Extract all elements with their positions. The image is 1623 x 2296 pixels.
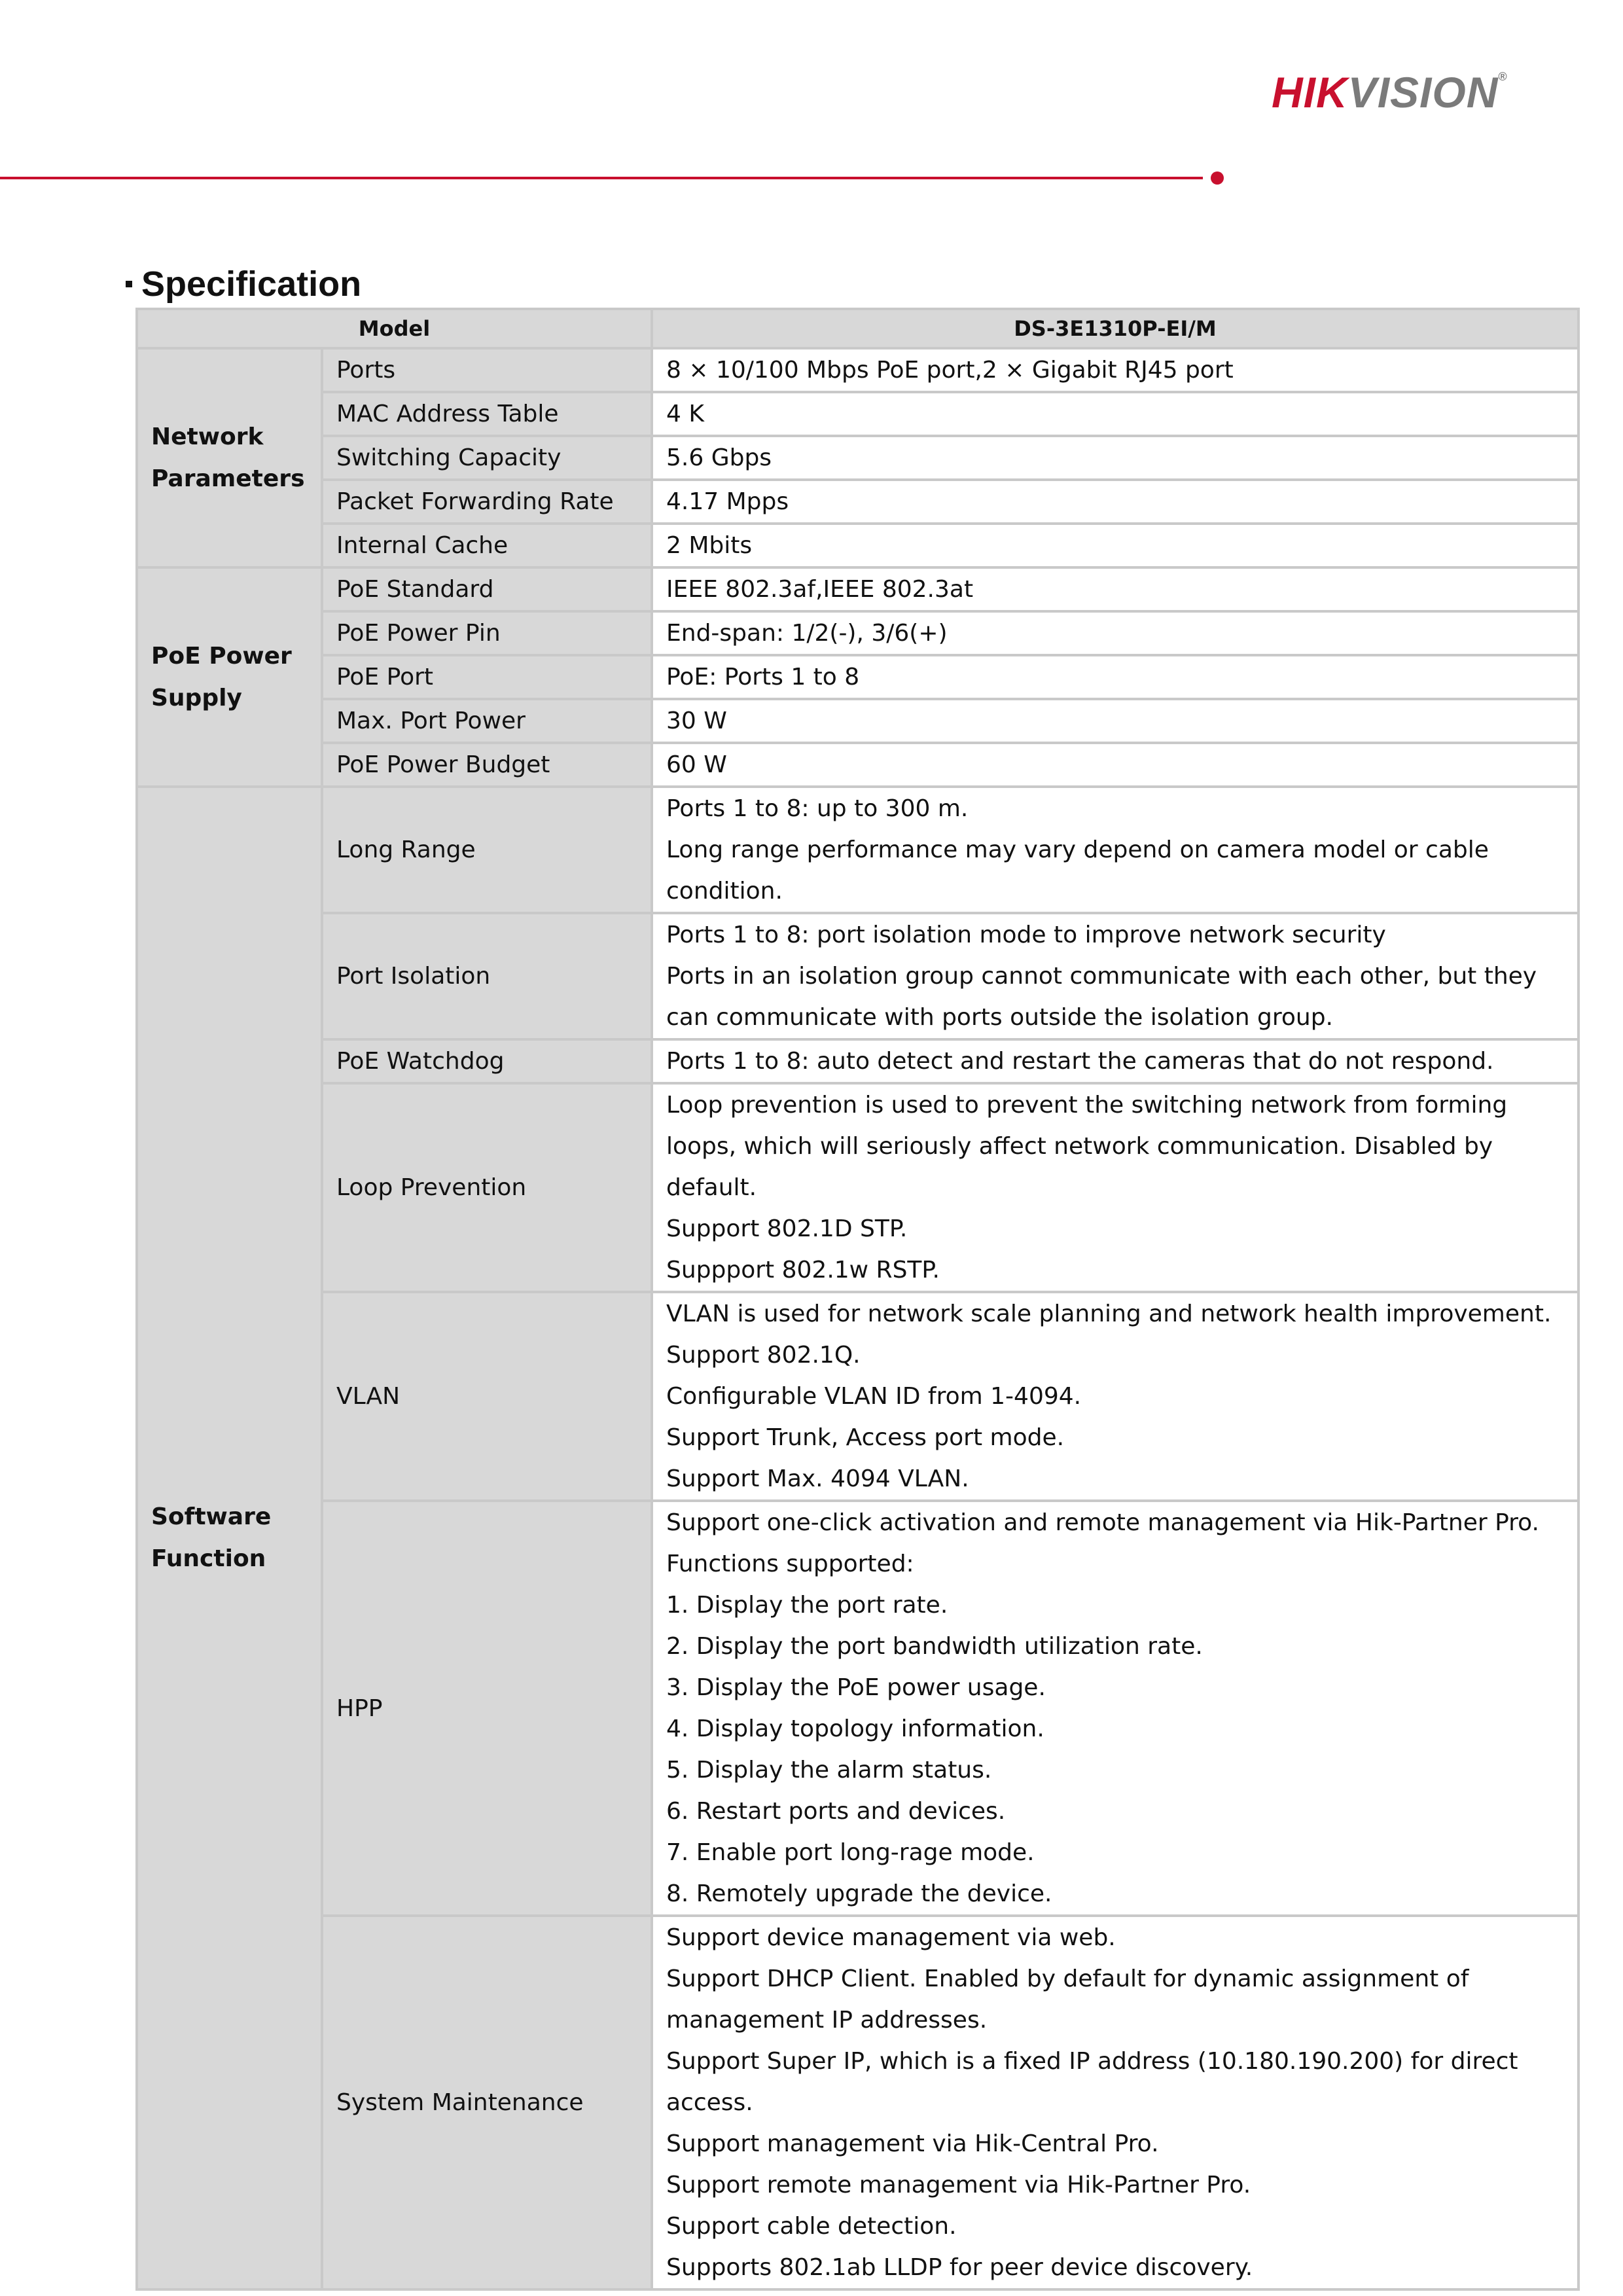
hikvision-logo xyxy=(1272,68,1508,117)
value-line: Support one-click activation and remote management via Hik-Partner Pro. xyxy=(666,1509,1540,1536)
value-line: 3. Display the PoE power usage. xyxy=(666,1674,1046,1701)
param-label: PoE Power Pin xyxy=(322,611,652,655)
param-label: HPP xyxy=(322,1501,652,1916)
value-line: 60 W xyxy=(666,751,727,778)
param-label: Switching Capacity xyxy=(322,436,652,480)
value-line: Suppport 802.1w RSTP. xyxy=(666,1257,940,1283)
section-heading xyxy=(126,264,361,304)
table-row xyxy=(137,348,1578,392)
value-line: 2. Display the port bandwidth utilization rate. xyxy=(666,1633,1203,1660)
value-line: Loop prevention is used to prevent the switching network from forming loops, which will seriously affect network communication. Disabled by default. xyxy=(666,1092,1508,1201)
param-value xyxy=(652,348,1578,392)
param-value xyxy=(652,567,1578,611)
header-rule-dot xyxy=(1211,171,1224,185)
table-row xyxy=(137,1292,1578,1501)
group-label-line: Software xyxy=(151,1503,272,1530)
table-row xyxy=(137,567,1578,611)
group-label-line: Supply xyxy=(151,684,242,711)
param-value xyxy=(652,436,1578,480)
table-row xyxy=(137,913,1578,1039)
param-label: Ports xyxy=(322,348,652,392)
param-label: Packet Forwarding Rate xyxy=(322,480,652,524)
value-line: IEEE 802.3af,IEEE 802.3at xyxy=(666,576,974,603)
value-line: 4.17 Mpps xyxy=(666,488,789,515)
param-label: PoE Port xyxy=(322,655,652,699)
value-line: 2 Mbits xyxy=(666,532,753,559)
spec-table xyxy=(135,308,1580,2291)
value-line: End-span: 1/2(-), 3/6(+) xyxy=(666,620,948,647)
param-label: VLAN xyxy=(322,1292,652,1501)
header-rule xyxy=(0,177,1203,179)
table-row xyxy=(137,1083,1578,1292)
value-line: Support 802.1Q. xyxy=(666,1342,861,1369)
value-line: Support remote management via Hik-Partner Pro. xyxy=(666,2172,1251,2198)
value-line: Support DHCP Client. Enabled by default for dynamic assignment of management IP addresses. xyxy=(666,1965,1469,2034)
value-line: Ports 1 to 8: auto detect and restart the cameras that do not respond. xyxy=(666,1048,1494,1075)
param-value xyxy=(652,655,1578,699)
table-row xyxy=(137,480,1578,524)
param-value xyxy=(652,611,1578,655)
spec-table-body xyxy=(137,309,1578,2289)
logo-text-gray: VISION xyxy=(1347,68,1499,117)
group-label-line: PoE Power xyxy=(151,642,292,670)
table-row xyxy=(137,611,1578,655)
group-label-line: Parameters xyxy=(151,465,305,492)
table-row xyxy=(137,743,1578,787)
param-value xyxy=(652,913,1578,1039)
param-label: PoE Standard xyxy=(322,567,652,611)
param-value xyxy=(652,1292,1578,1501)
model-label: Model xyxy=(137,309,652,348)
param-value xyxy=(652,1039,1578,1083)
param-label: PoE Watchdog xyxy=(322,1039,652,1083)
value-line: Configurable VLAN ID from 1-4094. xyxy=(666,1383,1082,1410)
value-line: 4 K xyxy=(666,401,704,427)
heading-bullet-icon xyxy=(126,281,132,287)
value-line: 7. Enable port long-rage mode. xyxy=(666,1839,1035,1866)
table-header-row xyxy=(137,309,1578,348)
value-line: 8. Remotely upgrade the device. xyxy=(666,1880,1052,1907)
value-line: 5. Display the alarm status. xyxy=(666,1757,992,1784)
param-value xyxy=(652,480,1578,524)
param-value xyxy=(652,699,1578,743)
model-value: DS-3E1310P-EI/M xyxy=(652,309,1578,348)
group-label xyxy=(137,348,322,567)
value-line: Support Super IP, which is a fixed IP address (10.180.190.200) for direct access. xyxy=(666,2048,1518,2116)
logo-text-red: HIK xyxy=(1272,68,1348,117)
value-line: 1. Display the port rate. xyxy=(666,1592,948,1619)
param-label: Internal Cache xyxy=(322,524,652,567)
group-label-line: Function xyxy=(151,1545,266,1572)
table-row xyxy=(137,524,1578,567)
param-value xyxy=(652,1916,1578,2289)
table-row xyxy=(137,436,1578,480)
param-label: PoE Power Budget xyxy=(322,743,652,787)
value-line: Support Trunk, Access port mode. xyxy=(666,1424,1065,1451)
value-line: Support device management via web. xyxy=(666,1924,1116,1951)
value-line: 30 W xyxy=(666,708,727,734)
group-label xyxy=(137,787,322,2289)
value-line: Ports in an isolation group cannot communicate with each other, but they can communicate with ports outside the isolation group. xyxy=(666,963,1537,1031)
group-label xyxy=(137,567,322,787)
param-label: Long Range xyxy=(322,787,652,913)
table-row xyxy=(137,787,1578,913)
section-title: Specification xyxy=(141,264,362,304)
table-row xyxy=(137,1501,1578,1916)
param-label: Max. Port Power xyxy=(322,699,652,743)
value-line: 4. Display topology information. xyxy=(666,1715,1044,1742)
value-line: Long range performance may vary depend on camera model or cable condition. xyxy=(666,836,1489,905)
table-row xyxy=(137,1916,1578,2289)
param-value xyxy=(652,743,1578,787)
table-row xyxy=(137,655,1578,699)
value-line: Ports 1 to 8: up to 300 m. xyxy=(666,795,969,822)
param-value xyxy=(652,524,1578,567)
param-value xyxy=(652,1083,1578,1292)
param-label: Port Isolation xyxy=(322,913,652,1039)
param-value xyxy=(652,787,1578,913)
value-line: Support management via Hik-Central Pro. xyxy=(666,2130,1159,2157)
param-label: MAC Address Table xyxy=(322,392,652,436)
param-value xyxy=(652,1501,1578,1916)
table-row xyxy=(137,699,1578,743)
value-line: Ports 1 to 8: port isolation mode to improve network security xyxy=(666,922,1386,948)
value-line: Support 802.1D STP. xyxy=(666,1215,908,1242)
group-label-line: Network xyxy=(151,423,264,450)
value-line: 6. Restart ports and devices. xyxy=(666,1798,1006,1825)
param-value xyxy=(652,392,1578,436)
value-line: Support Max. 4094 VLAN. xyxy=(666,1465,969,1492)
value-line: PoE: Ports 1 to 8 xyxy=(666,664,860,691)
registered-mark: ® xyxy=(1498,70,1508,83)
value-line: Functions supported: xyxy=(666,1551,914,1577)
param-label: System Maintenance xyxy=(322,1916,652,2289)
value-line: Support cable detection. xyxy=(666,2213,957,2240)
value-line: 8 × 10/100 Mbps PoE port,2 × Gigabit RJ45 port xyxy=(666,357,1234,384)
param-label: Loop Prevention xyxy=(322,1083,652,1292)
value-line: Supports 802.1ab LLDP for peer device discovery. xyxy=(666,2254,1253,2281)
table-row xyxy=(137,1039,1578,1083)
table-row xyxy=(137,392,1578,436)
value-line: VLAN is used for network scale planning and network health improvement. xyxy=(666,1300,1552,1327)
value-line: 5.6 Gbps xyxy=(666,444,772,471)
